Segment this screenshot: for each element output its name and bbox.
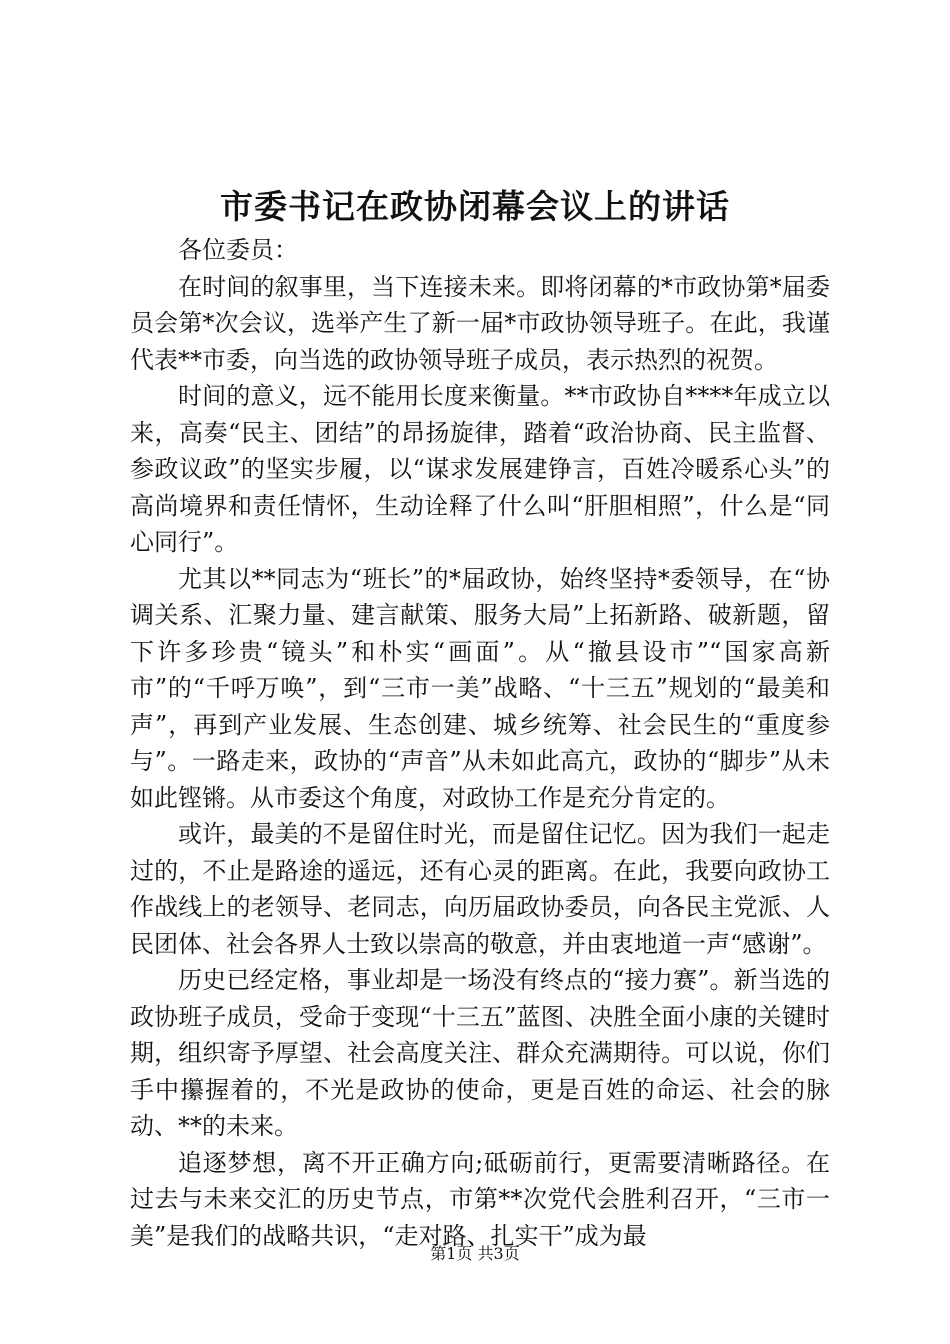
paragraph-4: 或许，最美的不是留住时光，而是留住记忆。因为我们一起走过的，不止是路途的遥远，还有心灵的距离。在此，我要向政协工作战线上的老领导、老同志，向历届政协委员，向各民主党派、人民团体、社会各界人士致以崇高的敬意，并由衷地道一声“感谢”。 bbox=[130, 820, 830, 958]
page-number-footer: 第1页 共3页 bbox=[430, 1244, 520, 1263]
paragraph-6: 追逐梦想，离不开正确方向;砥砺前行，更需要清晰路径。在过去与未来交汇的历史节点，市第**次党代会胜利召开，“三市一美”是我们的战略共识，“走对路、扎实干”成为最 bbox=[130, 1148, 830, 1250]
paragraph-5: 历史已经定格，事业却是一场没有终点的“接力赛”。新当选的政协班子成员，受命于变现“十三五”蓝图、决胜全面小康的关键时期，组织寄予厚望、社会高度关注、群众充满期待。可以说，你们手中攥握着的，不光是政协的使命，更是百姓的命运、社会的脉动、**的未来。 bbox=[130, 966, 830, 1140]
document-body bbox=[130, 232, 830, 1254]
paragraph-3: 尤其以**同志为“班长”的*届政协，始终坚持*委领导，在“协调关系、汇聚力量、建言献策、服务大局”上拓新路、破新题，留下许多珍贵“镜头”和朴实“画面”。从“撤县设市”“国家高新市”的“千呼万唤”，到“三市一美”战略、“十三五”规划的“最美和声”，再到产业发展、生态创建、城乡统筹、社会民生的“重度参与”。一路走来，政协的“声音”从未如此高亢，政协的“脚步”从未如此铿锵。从市委这个角度，对政协工作是充分肯定的。 bbox=[130, 564, 830, 812]
paragraph-2: 时间的意义，远不能用长度来衡量。**市政协自****年成立以来，高奏“民主、团结”的昂扬旋律，踏着“政治协商、民主监督、参政议政”的坚实步履，以“谋求发展建铮言，百姓冷暖系心头”的高尚境界和责任情怀，生动诠释了什么叫“肝胆相照”，什么是“同心同行”。 bbox=[130, 382, 830, 556]
paragraph-1: 在时间的叙事里，当下连接未来。即将闭幕的*市政协第*届委员会第*次会议，选举产生了新一届*市政协领导班子。在此，我谨代表**市委，向当选的政协领导班子成员，表示热烈的祝贺。 bbox=[130, 272, 830, 374]
document-title: 市委书记在政协闭幕会议上的讲话 bbox=[220, 187, 730, 226]
salutation: 各位委员： bbox=[178, 236, 298, 264]
